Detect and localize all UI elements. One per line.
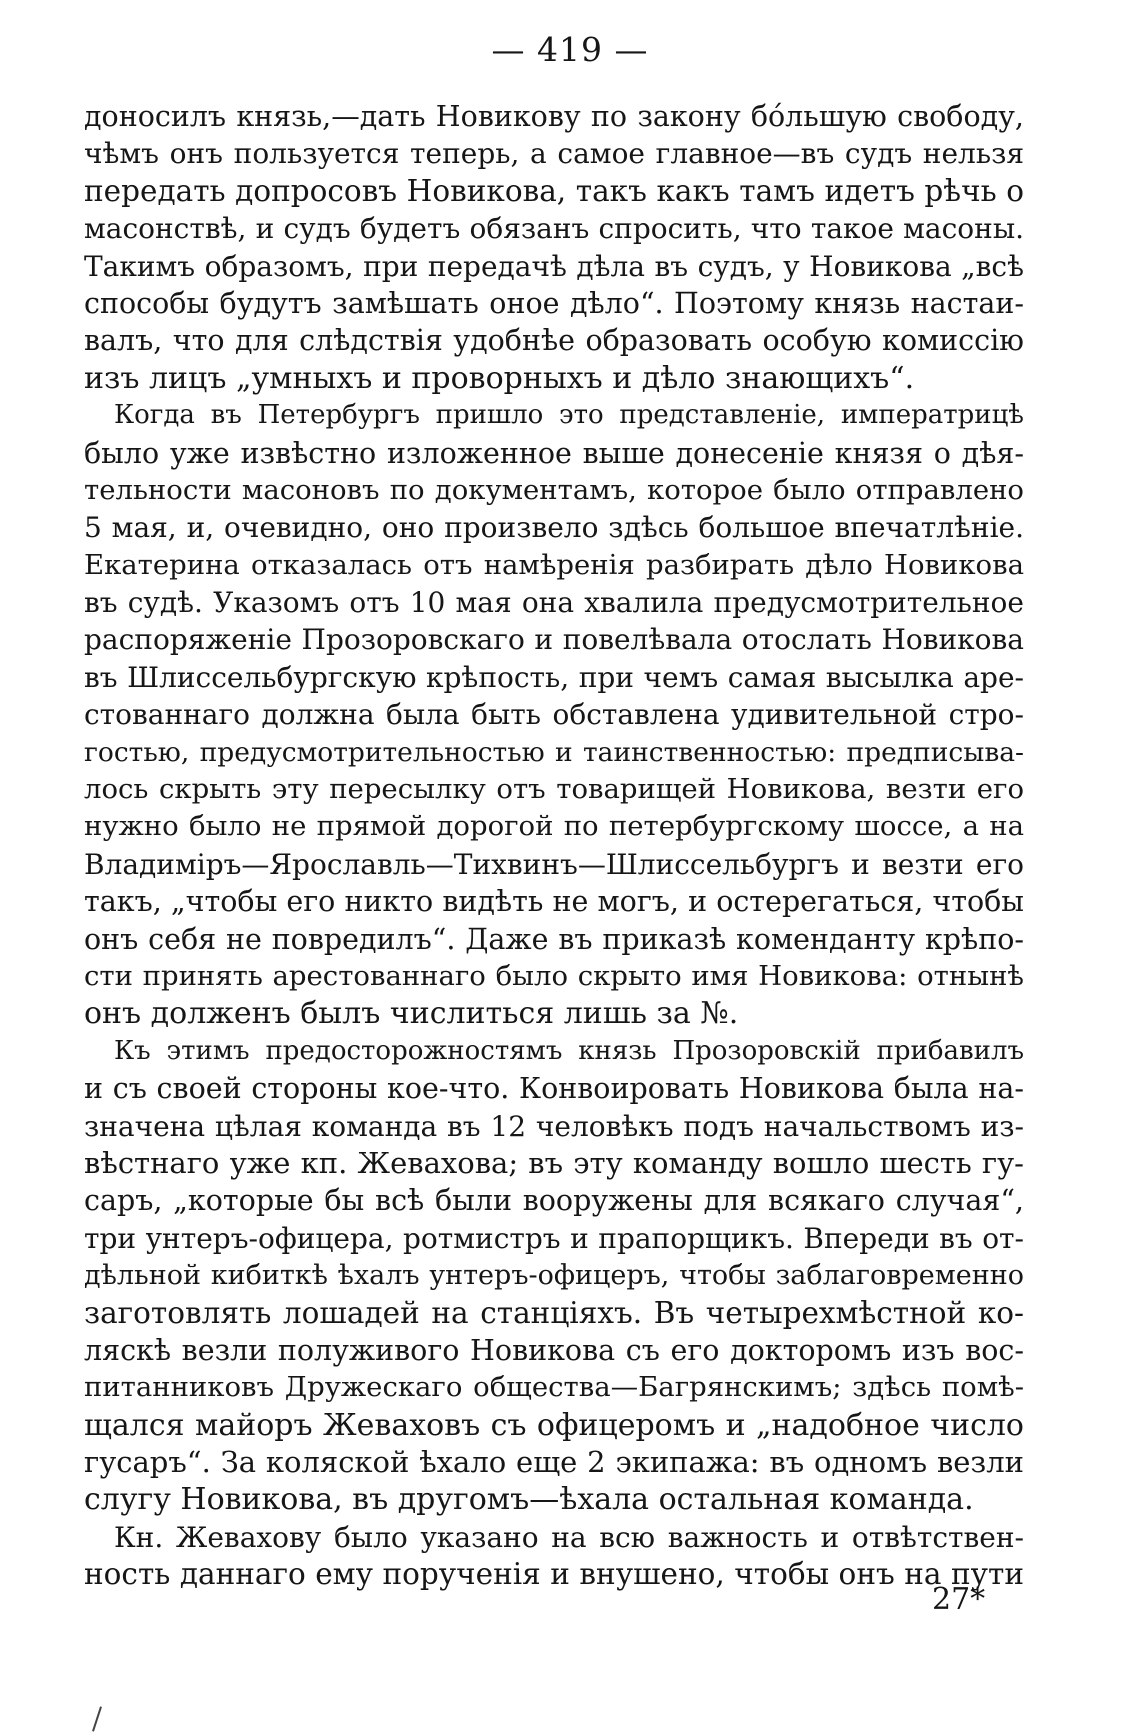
text-line: Къ этимъ предосторожностямъ князь Прозоровскій прибавилъ [114, 1035, 1024, 1066]
text-line: въ судѣ. Указомъ отъ 10 мая она хвалила предусмотрительное [84, 586, 1024, 620]
text-line: доносилъ князь,—дать Новикову по закону бо́льшую свободу, [84, 100, 1024, 133]
text-line: валъ, что для слѣдствія удобнѣе образовать особую комиссію [84, 324, 1024, 358]
text-line: Такимъ образомъ, при передачѣ дѣла въ судъ, у Новикова „всѣ [84, 249, 1024, 283]
text-line: такъ, „чтобы его никто видѣть не могъ, и остерегаться, чтобы [84, 885, 1024, 919]
text-line: вѣстнаго уже кп. Жевахова; въ эту команду вошло шесть гу- [84, 1145, 1024, 1180]
text-line: Екатерина отказалась отъ намѣренія разбирать дѣло Новикова [84, 548, 1024, 581]
text-line: распоряженіе Прозоровскаго и повелѣвала отослать Новикова [84, 623, 1024, 657]
text-line: чѣмъ онъ пользуется теперь, а самое главное—въ судъ нельзя [84, 137, 1024, 171]
text-line: нужно было не прямой дорогой по петербургскому шоссе, а на [84, 810, 1024, 843]
text-line: Кн. Жевахову было указано на всю важность и отвѣтствен- [114, 1520, 1024, 1554]
text-line: саръ, „которые бы всѣ были вооружены для всякаго случая“, [84, 1184, 1024, 1218]
text-line: въ Шлиссельбургскую крѣпость, при чемъ самая высылка аре- [84, 660, 1024, 694]
text-line: Когда въ Петербургъ пришло это представленіе, императрицѣ [114, 400, 1024, 431]
text-line: изъ лицъ „умныхъ и проворныхъ и дѣло знающихъ“. [84, 360, 915, 396]
text-line: стованнаго должна была быть обставлена удивительной стро- [84, 698, 1024, 732]
paragraph-4 [84, 1519, 1024, 1594]
text-line: Владиміръ—Ярославль—Тихвинъ—Шлиссельбургъ и везти его [84, 847, 1024, 881]
text-line: слугу Новикова, въ другомъ—ѣхала остальная команда. [84, 1482, 974, 1518]
text-line: гостью, предусмотрительностью и таинственностью: предписыва- [84, 736, 1024, 768]
text-line: онъ долженъ былъ числиться лишь за №. [84, 996, 739, 1032]
page-number: — 419 — [491, 30, 649, 69]
stray-ink-mark [92, 1706, 102, 1731]
text-line: тельности масоновъ по документамъ, которое было отправлено [84, 473, 1024, 506]
text-line: ность даннаго ему порученія и внушено, чтобы онъ на пути [84, 1557, 1024, 1592]
text-line: питанниковъ Дружескаго общества—Багрянскимъ; здѣсь помѣ- [84, 1371, 1024, 1404]
text-line: щался майоръ Жеваховъ съ офицеромъ и „надобное число [84, 1407, 1024, 1443]
text-line: заготовлять лошадей на станціяхъ. Въ четырехмѣстной ко- [84, 1295, 1024, 1330]
text-line: и съ своей стороны кое-что. Конвоировать Новикова была на- [84, 1072, 1024, 1106]
text-line: масонствѣ, и судъ будетъ обязанъ спросить, что такое масоны. [84, 212, 1024, 246]
paragraph-1 [84, 98, 1024, 397]
signature-mark: 27* [932, 1582, 986, 1617]
text-line: передать допросовъ Новикова, такъ какъ тамъ идетъ рѣчь о [84, 173, 1024, 208]
text-line: значена цѣлая команда въ 12 человѣкъ подъ начальствомъ из- [84, 1109, 1024, 1143]
text-line: онъ себя не повредилъ“. Даже въ приказѣ коменданту крѣпо- [84, 922, 1024, 956]
paragraph-2 [84, 397, 1024, 1033]
paragraph-3 [84, 1033, 1024, 1519]
text-line: способы будутъ замѣшать оное дѣло“. Поэтому князь настаи- [84, 286, 1024, 320]
text-line: лось скрыть эту пересылку отъ товарищей Новикова, везти его [84, 773, 1024, 806]
text-line: гусаръ“. За коляской ѣхало еще 2 экипажа: въ одномъ везли [84, 1445, 1024, 1480]
text-line: ляскѣ везли полуживого Новикова съ его докторомъ изъ вос- [84, 1333, 1024, 1367]
text-line: сти принять арестованнаго было скрыто имя Новикова: отнынѣ [84, 959, 1024, 992]
text-line: дѣльной кибиткѣ ѣхалъ унтеръ-офицеръ, чтобы заблаговременно [84, 1260, 1024, 1292]
text-line: было уже извѣстно изложенное выше донесеніе князя о дѣя- [84, 436, 1024, 470]
text-line: 5 мая, и, очевидно, оно произвело здѣсь большое впечатлѣніе. [84, 511, 1024, 545]
body-text [84, 98, 1024, 1594]
text-line: три унтеръ-офицера, ротмистръ и прапорщикъ. Впереди въ от- [84, 1221, 1024, 1255]
